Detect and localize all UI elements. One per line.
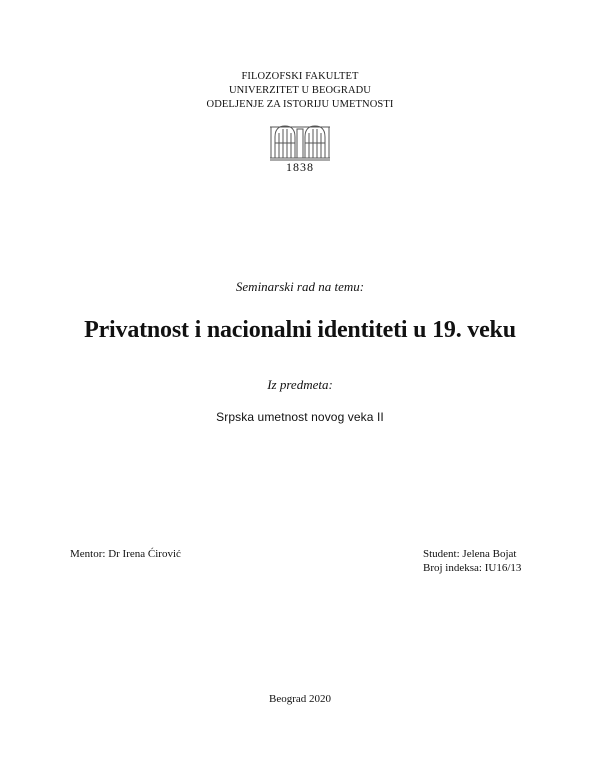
faculty-name: FILOZOFSKI FAKULTET: [241, 71, 359, 82]
subject-name: Srpska umetnost novog veka II: [216, 410, 384, 424]
university-building-logo: [269, 117, 331, 161]
department-name: ODELJENJE ZA ISTORIJU UMETNOSTI: [206, 99, 394, 110]
place-and-year: Beograd 2020: [268, 693, 331, 705]
university-name: UNIVERZITET U BEOGRADU: [229, 85, 371, 96]
seminar-label: Seminarski rad na temu:: [235, 279, 365, 294]
student-line: Student: Jelena Bojat: [423, 548, 517, 560]
index-number-line: Broj indeksa: IU16/13: [423, 562, 522, 574]
logo-year: 1838: [286, 160, 314, 174]
subject-label: Iz predmeta:: [267, 377, 333, 392]
mentor-line: Mentor: Dr Irena Ćirović: [70, 548, 181, 560]
paper-title: Privatnost i nacionalni identiteti u 19. veku: [84, 317, 516, 343]
